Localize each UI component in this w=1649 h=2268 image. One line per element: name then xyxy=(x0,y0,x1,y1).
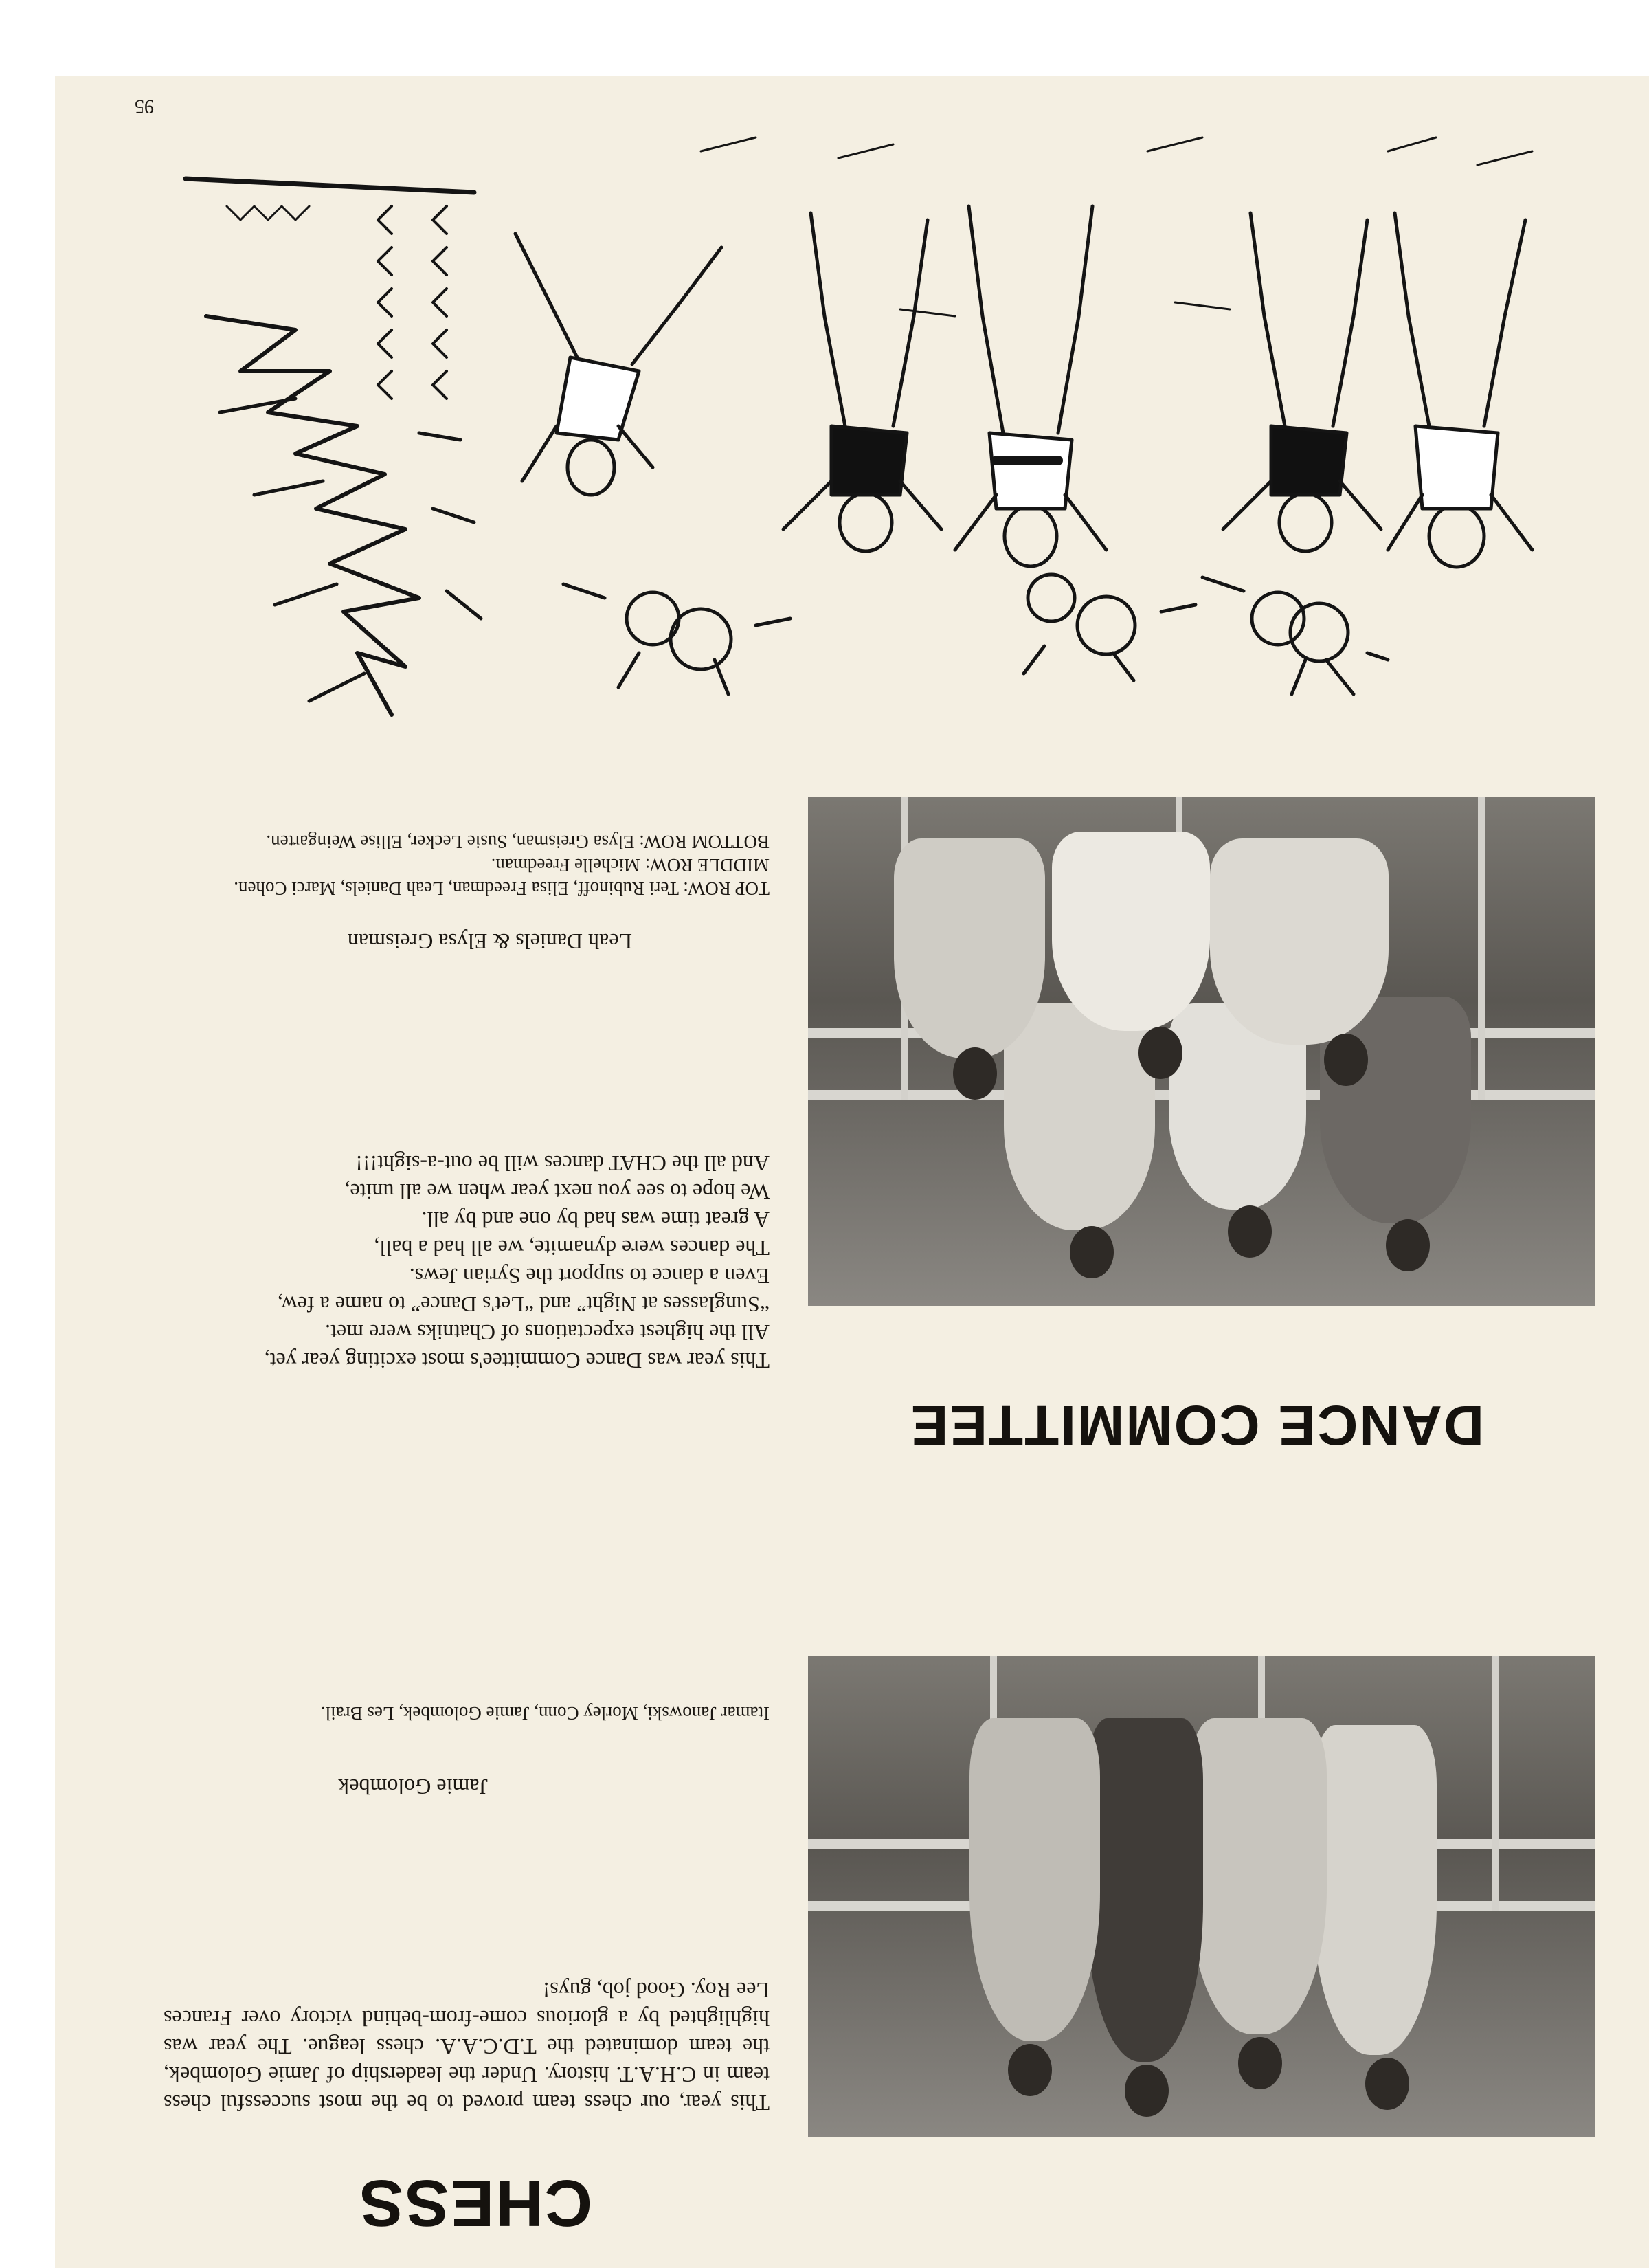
chess-photo-caption xyxy=(164,1702,770,1725)
dance-committee-heading: DANCE COMMITTEE xyxy=(909,1394,1484,1456)
motion-lines xyxy=(701,137,1532,316)
chess-article-text: This year, our chess team proved to be the most successful chess team in C.H.A.T. history. Under the leadership of Jamie Golombek, the team dominated the T.D.C.A.A. chess league. The year was highlighted by a glorious come-from-behind victory over Frances Lee Roy. Good job, guys! xyxy=(164,1978,770,2115)
chess-article xyxy=(164,1976,770,2117)
poem-line: This year was Dance Committee's most exciting year yet, xyxy=(264,1348,770,1373)
dancer-figures xyxy=(515,206,1532,567)
chess-signature: Jamie Golombek xyxy=(338,1775,488,1799)
dance-committee-signature: Leah Daniels & Elysa Greisman xyxy=(347,929,632,954)
caption-row: TOP ROW: Teri Rubinoff, Elisa Freedman, Leah Daniels, Marci Cohen. xyxy=(234,878,770,899)
dance-committee-photo xyxy=(808,797,1595,1306)
dance-committee-poem xyxy=(164,1149,770,1375)
scanned-page xyxy=(55,76,1649,2268)
caption-row: BOTTOM ROW: Elysa Greisman, Susie Lecker, Ellise Weingarten. xyxy=(266,832,770,852)
chevron-lines xyxy=(186,179,474,399)
dancers-illustration xyxy=(172,110,1615,756)
page-upright-content xyxy=(55,76,1649,2268)
poem-line: A great time was had by one and by all. xyxy=(421,1208,770,1232)
poem-line: The dances were dynamite, we all had a ball, xyxy=(374,1236,770,1260)
dance-committee-caption xyxy=(164,830,770,900)
chess-caption-text: Itamar Janowski, Morley Conn, Jamie Golombek, Les Brail. xyxy=(320,1703,770,1724)
page-number: 95 xyxy=(135,96,154,117)
starburst-doodle xyxy=(206,316,481,715)
chess-heading: CHESS xyxy=(358,2166,592,2240)
poem-line: Even a dance to support the Syrian Jews. xyxy=(409,1264,770,1289)
poem-line: And all the CHAT dances will be out-a-sight!!! xyxy=(355,1151,770,1176)
chess-team-photo xyxy=(808,1656,1595,2137)
record-doodles xyxy=(563,575,1388,694)
poem-line: We hope to see you next year when we all unite, xyxy=(344,1179,770,1204)
caption-row: MIDDLE ROW: Michelle Freedman. xyxy=(491,855,770,876)
poem-line: All the highest expectations of Chatniks were met. xyxy=(325,1320,770,1345)
poem-line: “Sunglasses at Night” and “Let's Dance” to name a few, xyxy=(277,1292,770,1317)
